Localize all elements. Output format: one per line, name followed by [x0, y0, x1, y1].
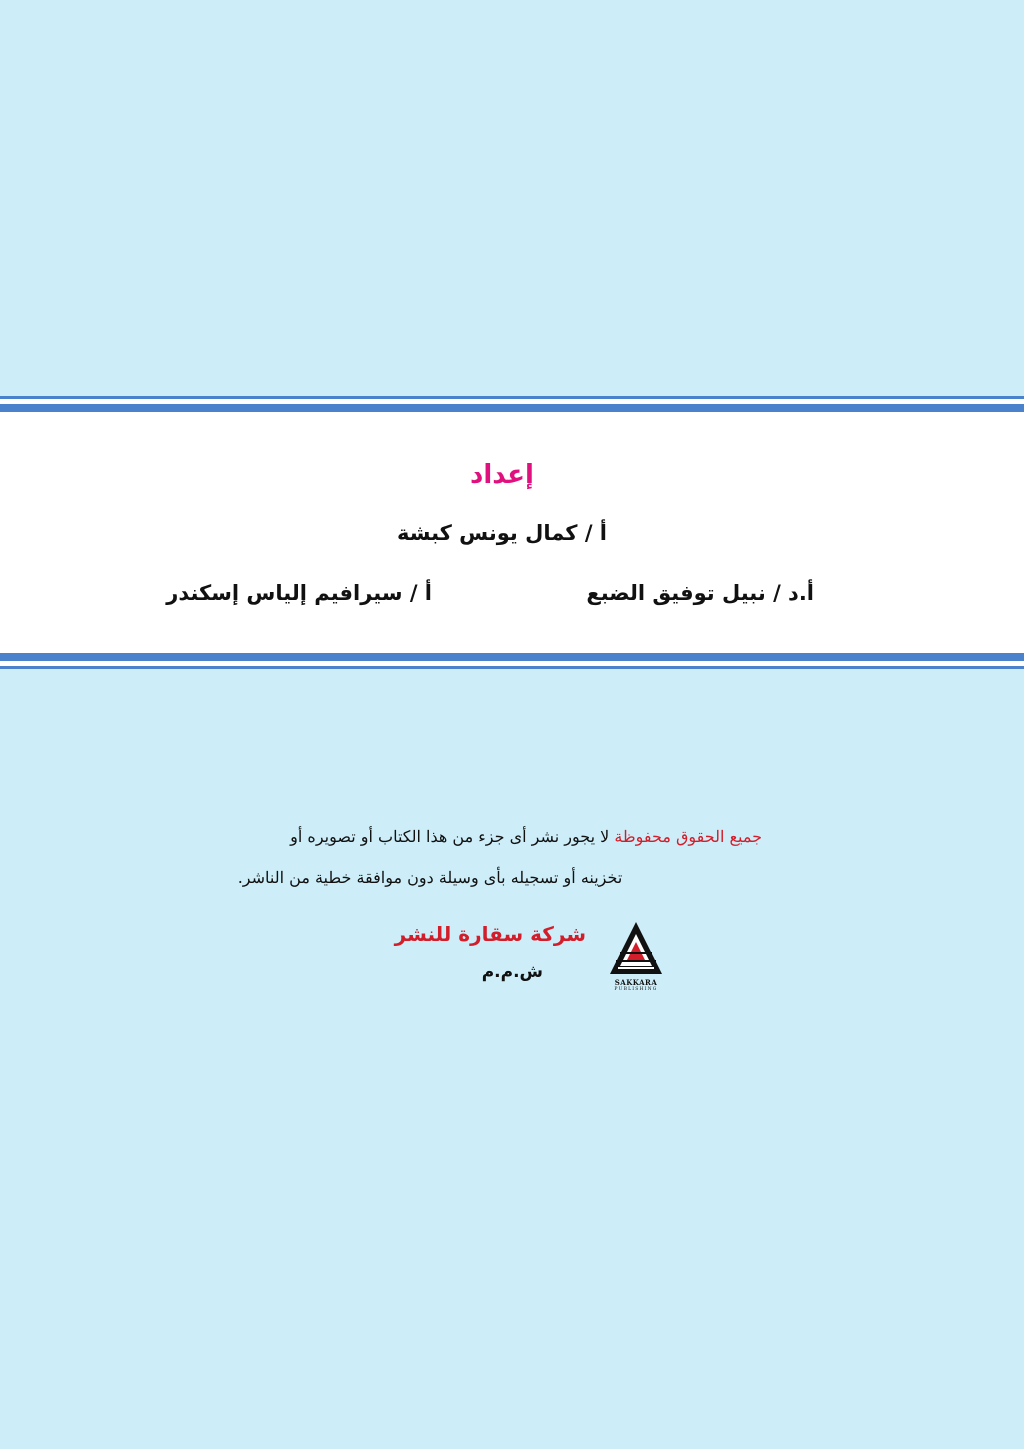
bottom-thick-rule	[0, 653, 1024, 661]
copyright-notice-line-1	[150, 827, 762, 846]
top-thin-rule	[0, 396, 1024, 399]
prepared-by-heading: إعداد	[470, 460, 534, 490]
copyright-text-1: لا يجور نشر أى جزء من هذا الكتاب أو تصويره أو	[290, 827, 615, 846]
author-center: أ / كمال يونس كبشة	[396, 521, 608, 545]
author-left: أ / سيرافيم إلياس إسكندر	[166, 581, 432, 605]
logo-wordmark: SAKKARA	[614, 978, 658, 987]
author-right: أ.د / نبيل توفيق الضبع	[586, 581, 814, 605]
bottom-thin-rule	[0, 666, 1024, 669]
logo-subtext: PUBLISHING	[614, 987, 658, 992]
publisher-name: شركة سقارة للنشر	[394, 922, 586, 946]
rights-reserved-label: جميع الحقوق محفوظة	[614, 827, 762, 846]
publisher-legal-form: ش.م.م	[481, 962, 543, 982]
top-thick-rule	[0, 404, 1024, 412]
copyright-notice-line-2: تخزينه أو تسجيله بأى وسيلة دون موافقة خطية من الناشر.	[237, 868, 623, 887]
